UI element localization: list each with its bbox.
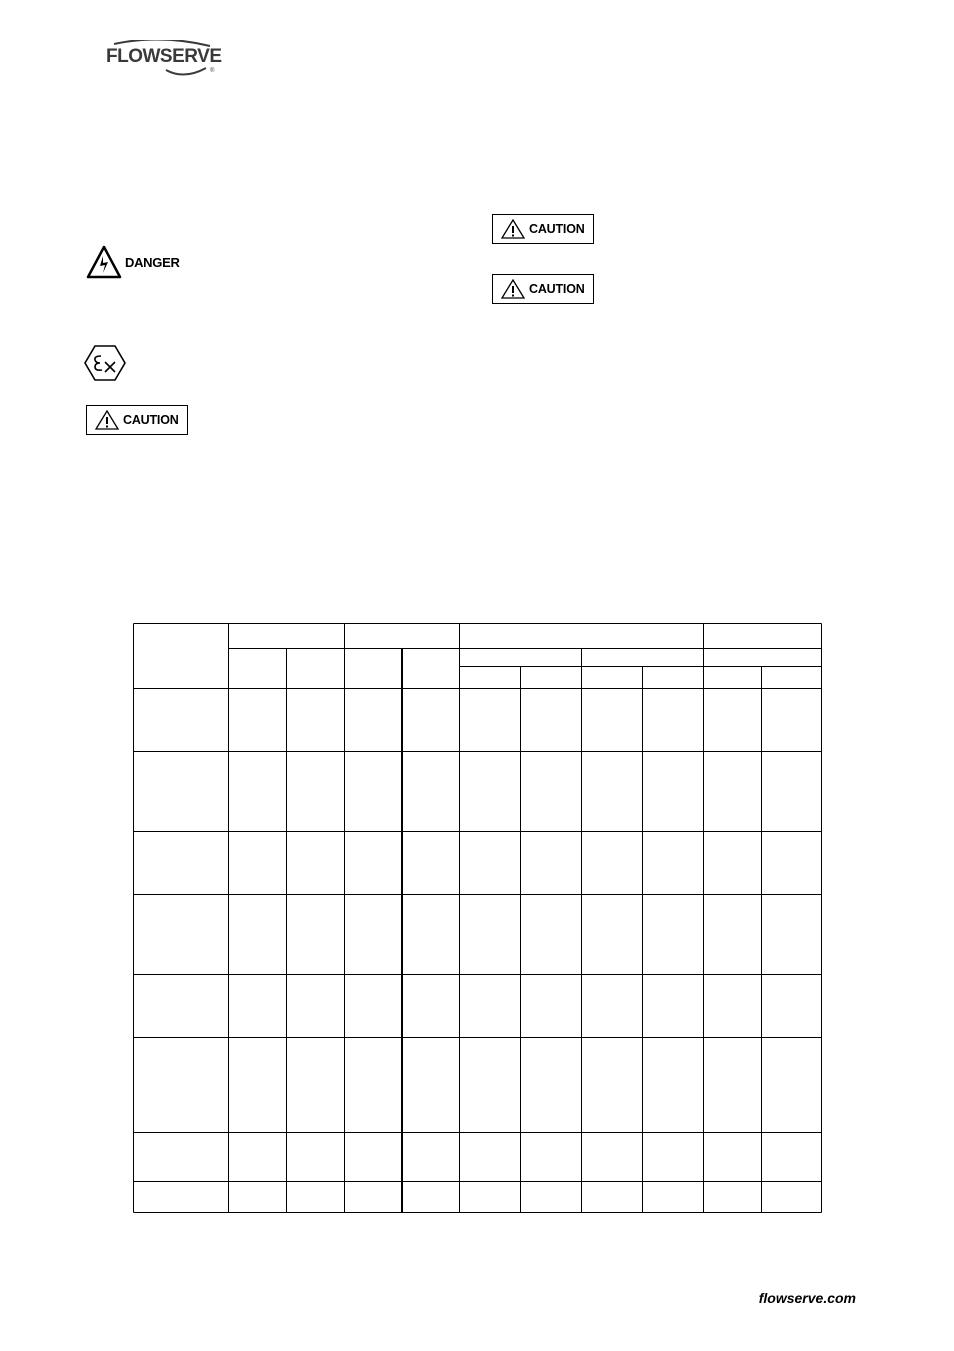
electrical-hazard-icon (86, 245, 122, 279)
danger-label (86, 245, 180, 279)
ex-explosion-proof-icon (84, 344, 126, 387)
data-table-grid (133, 623, 822, 1213)
caution-text: CAUTION (529, 282, 585, 296)
svg-text:®: ® (210, 68, 215, 74)
caution-text: CAUTION (529, 222, 585, 236)
caution-label (86, 405, 188, 435)
logo-wordmark: FLOWSERVE (106, 46, 222, 67)
warning-triangle-icon (501, 219, 525, 239)
flowserve-logo (106, 40, 222, 82)
warning-triangle-icon (95, 410, 119, 430)
caution-label (492, 274, 594, 304)
danger-text: DANGER (125, 254, 180, 270)
caution-label (492, 214, 594, 244)
warning-triangle-icon (501, 279, 525, 299)
footer-website-link[interactable]: flowserve.com (758, 1290, 856, 1306)
logo-swoosh-icon (106, 40, 216, 82)
caution-text: CAUTION (123, 413, 179, 427)
